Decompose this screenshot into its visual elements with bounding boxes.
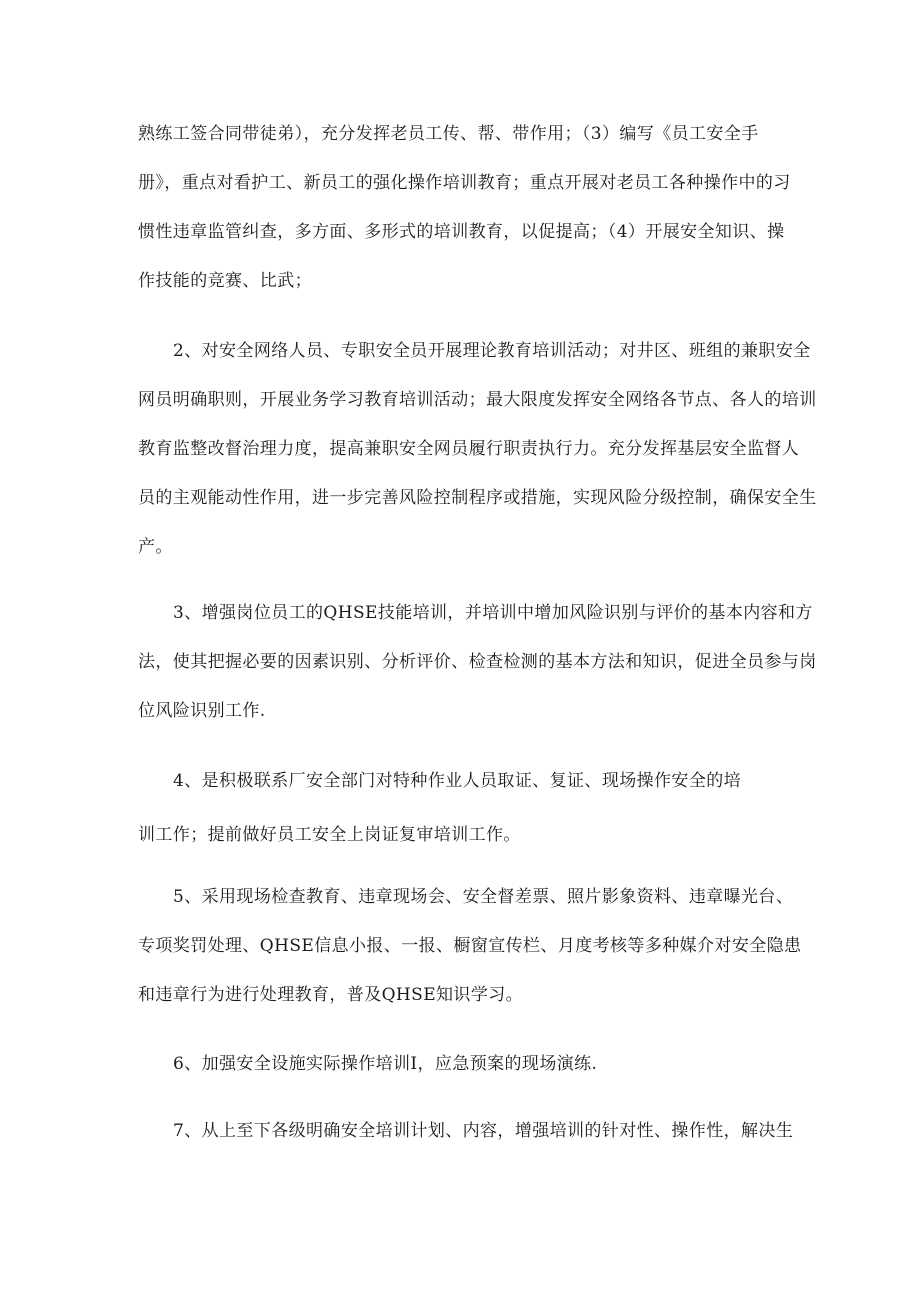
text-line: 教育监整改督治理力度，提高兼职安全网员履行职责执行力。充分发挥基层安全监督人 [138,439,800,459]
text-line: 网员明确职则，开展业务学习教育培训活动；最大限度发挥安全网络各节点、各人的培训 [138,390,817,410]
text-line: 法，使其把握必要的因素识别、分析评价、检查检测的基本方法和知识，促进全员参与岗 [138,652,817,672]
text-line: 7、从上至下各级明确安全培训计划、内容，增强培训的针对性、操作性，解决生 [173,1121,794,1141]
text-line: 5、采用现场检查教育、违章现场会、安全督差票、照片影象资料、违章曝光台、 [173,887,794,907]
text-line: 2、对安全网络人员、专职安全员开展理论教育培训活动；对井区、班组的兼职安全 [173,341,811,361]
text-line: 6、加强安全设施实际操作培训I，应急预案的现场演练. [173,1054,598,1074]
text-line: 训工作；提前做好员工安全上岗证复审培训工作。 [138,825,521,845]
text-line: 专项奖罚处理、QHSE信息小报、一报、橱窗宣传栏、月度考核等多种媒介对安全隐患 [138,936,802,956]
text-line: 熟练工签合同带徒弟），充分发挥老员工传、帮、带作用；（3）编写《员工安全手 [138,124,759,144]
text-line: 3、增强岗位员工的QHSE技能培训，并培训中增加风险识别与评价的基本内容和方 [173,603,813,623]
text-line: 4、是积极联系厂安全部门对特种作业人员取证、复证、现场操作安全的培 [173,771,742,791]
text-line: 位风险识别工作. [138,701,266,721]
text-line: 员的主观能动性作用，进一步完善风险控制程序或措施，实现风险分级控制，确保安全生 [138,488,817,508]
text-line: 作技能的竞赛、比武； [138,271,312,291]
text-line: 册》，重点对看护工、新员工的强化操作培训教育；重点开展对老员工各种操作中的习 [138,173,791,193]
text-line: 惯性违章监管纠查，多方面、多形式的培训教育，以促提高；（4）开展安全知识、操 [138,222,785,242]
text-line: 和违章行为进行处理教育，普及QHSE知识学习。 [138,985,524,1005]
text-line: 产。 [138,537,173,557]
